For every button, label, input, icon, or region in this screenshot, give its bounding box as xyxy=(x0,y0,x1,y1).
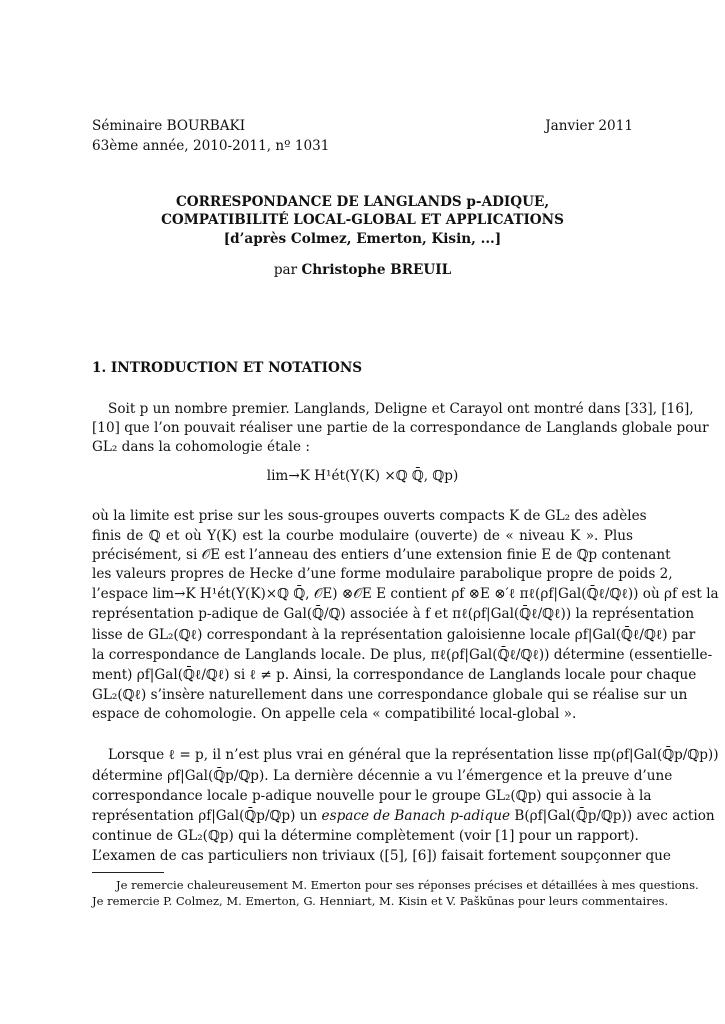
para2-line-2: finis de ℚ et où Y(K) est la courbe modulaire (ouverte) de « niveau K ». Plus xyxy=(92,528,633,544)
author-prefix: par xyxy=(273,262,298,278)
para1-line-3: GL₂ dans la cohomologie étale : xyxy=(92,439,310,455)
author-line xyxy=(0,264,725,278)
footnote-line-2: Je remercie P. Colmez, M. Emerton, G. Henniart, M. Kisin et V. Paškūnas pour leurs commentaires. xyxy=(92,894,669,908)
issue-date: Janvier 2011 xyxy=(545,118,633,134)
section-heading: 1. INTRODUCTION ET NOTATIONS xyxy=(92,360,363,376)
para2-line-4: les valeurs propres de Hecke d’une forme modulaire parabolique propre de poids 2, xyxy=(92,566,673,582)
footnote-line-1: Je remercie chaleureusement M. Emerton pour ses réponses précises et détaillées à mes questions. xyxy=(116,878,699,892)
para1-line-2: [10] que l’on pouvait réaliser une partie de la correspondance de Langlands globale pour xyxy=(92,420,709,436)
banach-space-term: espace de Banach p-adique xyxy=(321,808,511,824)
author-name: Christophe BREUIL xyxy=(301,262,452,278)
para3-line-1: Lorsque ℓ = p, il n’est plus vrai en général que la représentation lisse πp(ρf|Gal(ℚ̄p/ℚp)) xyxy=(108,747,719,763)
para1-line-1: Soit p un nombre premier. Langlands, Deligne et Carayol ont montré dans [33], [16], xyxy=(108,401,694,417)
seminar-name: Séminaire BOURBAKI xyxy=(92,118,246,134)
para2-line-6: représentation p-adique de Gal(ℚ̄/ℚ) associée à f et πℓ(ρf|Gal(ℚ̄ℓ/ℚℓ)) la représentation xyxy=(92,606,695,622)
para3-line-3: correspondance locale p-adique nouvelle pour le groupe GL₂(ℚp) qui associe à la xyxy=(92,788,652,804)
para3-line-5: continue de GL₂(ℚp) qui la détermine complètement (voir [1] pour un rapport). xyxy=(92,828,639,844)
display-formula: lim→K H¹ét(Y(K) ×ℚ ℚ̄, ℚp) xyxy=(266,468,459,484)
issue-info: 63ème année, 2010-2011, nº 1031 xyxy=(92,138,330,154)
para3-line-4-start: représentation ρf|Gal(ℚ̄p/ℚp) un xyxy=(92,808,322,824)
title-line-1: CORRESPONDANCE DE LANGLANDS p-ADIQUE, xyxy=(175,194,550,210)
title-line-2: COMPATIBILITÉ LOCAL-GLOBAL ET APPLICATIONS xyxy=(161,212,564,228)
title-subtitle: [d’après Colmez, Emerton, Kisin, ...] xyxy=(223,231,502,247)
para3-line-4-end: B(ρf|Gal(ℚ̄p/ℚp)) avec action xyxy=(510,808,715,824)
para3-line-6: L’examen de cas particuliers non triviaux ([5], [6]) faisait fortement soupçonner que xyxy=(92,848,671,864)
para3-line-4 xyxy=(92,808,715,824)
para2-line-9: ment) ρf|Gal(ℚ̄ℓ/ℚℓ) si ℓ ≠ p. Ainsi, la correspondance de Langlands locale pour chaque xyxy=(92,667,697,683)
para2-line-5: l’espace lim→K H¹ét(Y(K)×ℚ ℚ̄, 𝒪E) ⊗𝒪E E contient ρf ⊗E ⊗′ℓ πℓ(ρf|Gal(ℚ̄ℓ/ℚℓ)) où ρf est la xyxy=(92,586,719,602)
para2-line-11: espace de cohomologie. On appelle cela « compatibilité local-global ». xyxy=(92,706,577,722)
footnote-rule xyxy=(92,872,164,873)
para3-line-2: détermine ρf|Gal(ℚ̄p/ℚp). La dernière décennie a vu l’émergence et la preuve d’une xyxy=(92,768,673,784)
para2-line-1: où la limite est prise sur les sous-groupes ouverts compacts K de GL₂ des adèles xyxy=(92,508,647,524)
para2-line-10: GL₂(ℚℓ) s’insère naturellement dans une correspondance globale qui se réalise sur un xyxy=(92,687,688,703)
para2-line-8: la correspondance de Langlands locale. De plus, πℓ(ρf|Gal(ℚ̄ℓ/ℚℓ)) détermine (essentielle- xyxy=(92,647,713,663)
para2-line-3: précisément, si 𝒪E est l’anneau des entiers d’une extension finie E de ℚp contenant xyxy=(92,547,671,563)
para2-line-7: lisse de GL₂(ℚℓ) correspondant à la représentation galoisienne locale ρf|Gal(ℚ̄ℓ/ℚℓ) par xyxy=(92,627,696,643)
